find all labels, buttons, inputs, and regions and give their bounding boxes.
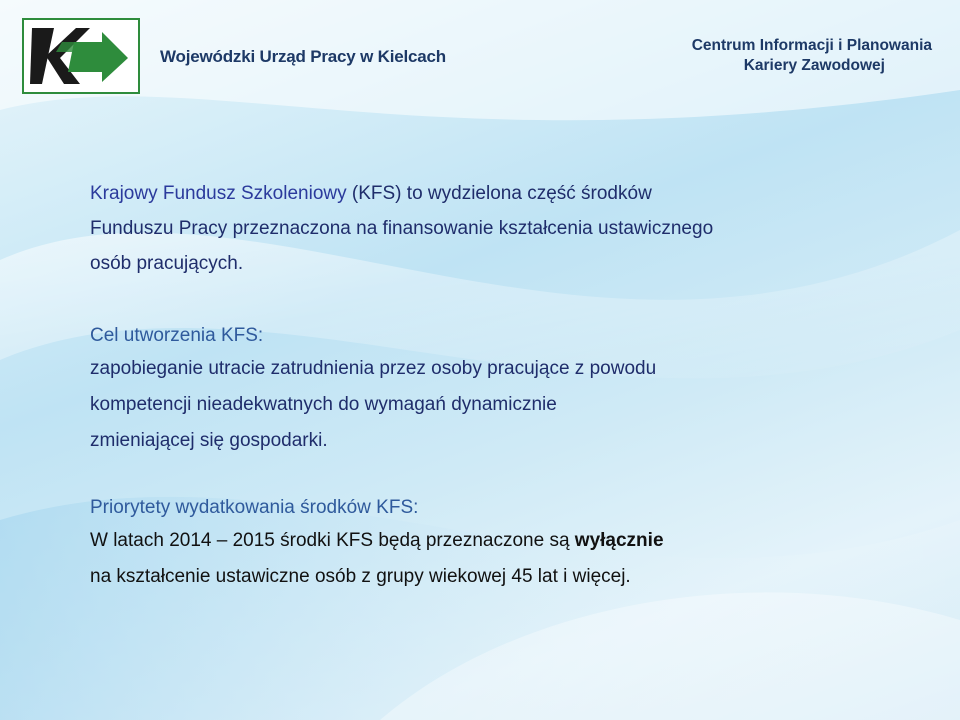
- goal-line-3: zmieniającej się gospodarki.: [90, 430, 328, 451]
- intro-highlight: Krajowy Fundusz Szkoleniowy: [90, 183, 347, 204]
- intro-line-1: [90, 176, 910, 211]
- intro-paragraph: [90, 176, 910, 281]
- priorities-title: Priorytety wydatkowania środków KFS:: [90, 497, 419, 518]
- priorities-section: [90, 493, 910, 595]
- intro-line-3: osób pracujących.: [90, 253, 244, 274]
- goal-section: [90, 321, 910, 459]
- center-name-line1: Centrum Informacji i Planowania: [691, 37, 932, 54]
- priorities-line-1-pre: W latach 2014 – 2015 środki KFS będą przeznaczone są: [90, 530, 575, 551]
- goal-title: Cel utworzenia KFS:: [90, 325, 264, 346]
- goal-line-1: zapobieganie utracie zatrudnienia przez osoby pracujące z powodu: [90, 358, 657, 379]
- priorities-emphasis: wyłącznie: [574, 530, 664, 551]
- logo-arrow-icon: [24, 20, 138, 92]
- center-name-line2: Kariery Zawodowej: [743, 57, 885, 74]
- center-name: [692, 36, 932, 76]
- intro-line-1-rest: (KFS) to wydzielona część środków: [346, 183, 652, 204]
- organization-name: Wojewódzki Urząd Pracy w Kielcach: [160, 47, 446, 66]
- slide-content: [90, 176, 910, 595]
- intro-line-2: Funduszu Pracy przeznaczona na finansowanie kształcenia ustawicznego: [90, 218, 714, 239]
- priorities-line-2: na kształcenie ustawiczne osób z grupy wiekowej 45 lat i więcej.: [90, 566, 631, 587]
- slide-header: [0, 0, 960, 100]
- wup-logo: [22, 18, 140, 94]
- priorities-line-1: [90, 523, 910, 559]
- goal-line-2: kompetencji nieadekwatnych do wymagań dynamicznie: [90, 394, 557, 415]
